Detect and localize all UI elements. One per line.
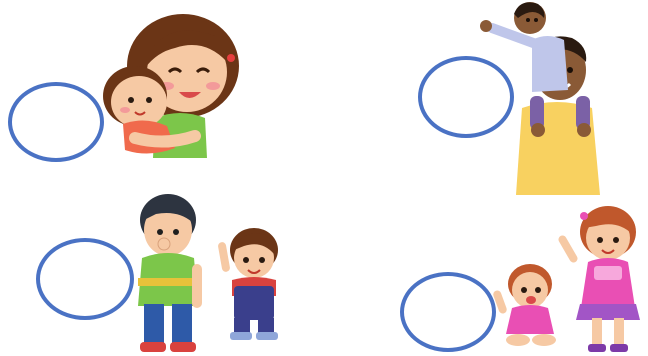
little-boy-illustration — [218, 224, 288, 344]
answer-circle-mother-baby[interactable] — [8, 82, 104, 162]
older-boy-illustration — [128, 190, 208, 356]
older-girl-illustration — [564, 204, 644, 354]
mother-holding-baby-illustration — [95, 8, 255, 158]
panel-father-son — [410, 0, 640, 195]
answer-circle-boy-little-boy[interactable] — [36, 238, 134, 320]
baby-girl-illustration — [494, 260, 564, 350]
father-son-shoulders-illustration — [472, 0, 602, 195]
panel-girl-baby — [390, 200, 648, 356]
panel-boy-little-boy — [0, 190, 300, 356]
answer-circle-girl-baby[interactable] — [400, 272, 496, 352]
panel-mother-baby — [0, 0, 260, 170]
